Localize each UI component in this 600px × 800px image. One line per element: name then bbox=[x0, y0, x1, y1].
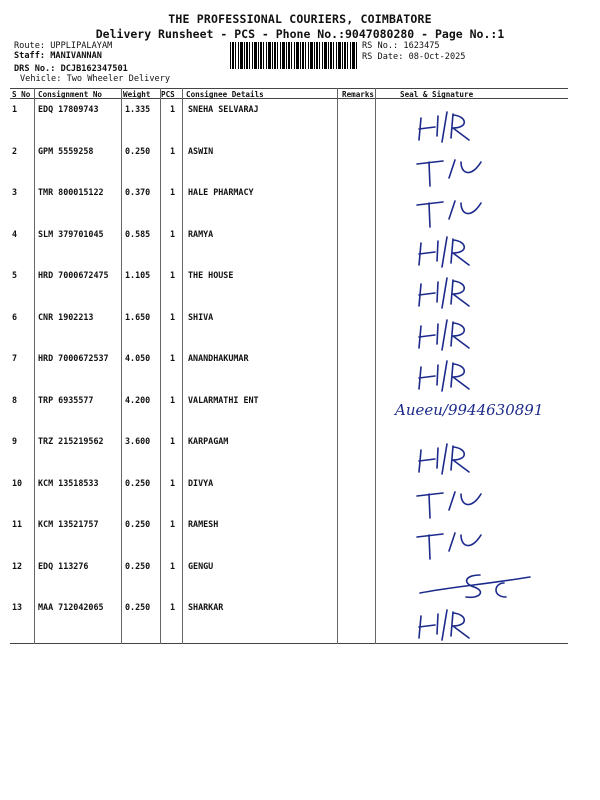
handwritten-signature bbox=[395, 608, 575, 648]
row-sno: 13 bbox=[12, 602, 23, 612]
row-consignment-no: TMR 800015122 bbox=[38, 187, 104, 197]
drs-number: DRS No.: DCJB162347501 bbox=[14, 64, 128, 74]
row-consignee: ANANDHAKUMAR bbox=[188, 353, 249, 363]
row-pcs: 1 bbox=[170, 602, 176, 612]
row-consignee: VALARMATHI ENT bbox=[188, 394, 259, 405]
row-consignee: SNEHA SELVARAJ bbox=[188, 104, 259, 114]
handwritten-signature-text: Aueeu/9944630891 bbox=[395, 400, 544, 419]
col-sno: S No bbox=[12, 90, 31, 99]
row-pcs: 1 bbox=[170, 311, 176, 322]
table-row bbox=[10, 515, 568, 557]
row-weight: 4.200 bbox=[125, 394, 151, 405]
row-weight: 0.250 bbox=[125, 477, 151, 488]
runsheet-title: THE PROFESSIONAL COURIERS, COIMBATORE bbox=[168, 12, 432, 26]
row-sno: 12 bbox=[12, 560, 23, 571]
row-consignment-no: KCM 13518533 bbox=[38, 477, 99, 488]
row-pcs: 1 bbox=[170, 519, 176, 529]
row-weight: 4.050 bbox=[125, 353, 151, 363]
row-consignee: KARPAGAM bbox=[188, 436, 229, 446]
row-sno: 2 bbox=[12, 145, 18, 156]
col-pcs: PCS bbox=[161, 90, 175, 99]
rs-number: RS No.: 1623475 bbox=[362, 41, 440, 51]
row-consignee: HALE PHARMACY bbox=[188, 187, 254, 197]
table-row bbox=[10, 391, 568, 433]
row-consignee: DIVYA bbox=[188, 477, 214, 488]
table-row bbox=[10, 142, 568, 184]
row-pcs: 1 bbox=[170, 228, 176, 239]
row-weight: 3.600 bbox=[125, 436, 151, 446]
row-pcs: 1 bbox=[170, 353, 176, 363]
row-sno: 4 bbox=[12, 228, 18, 239]
route-label: Route: UPPLIPALAYAM bbox=[14, 41, 113, 51]
row-consignee: ASWIN bbox=[188, 145, 214, 156]
row-consignment-no: SLM 379701045 bbox=[38, 228, 104, 239]
col-consignment: Consignment No bbox=[38, 90, 103, 99]
runsheet-table bbox=[10, 88, 568, 644]
row-sno: 9 bbox=[12, 436, 18, 446]
row-consignee: GENGU bbox=[188, 560, 214, 571]
table-row bbox=[10, 349, 568, 391]
row-consignment-no: GPM 5559258 bbox=[38, 145, 94, 156]
col-seal-signature: Seal & Signature bbox=[400, 90, 474, 99]
row-pcs: 1 bbox=[170, 436, 176, 446]
row-weight: 1.650 bbox=[125, 311, 151, 322]
row-weight: 0.250 bbox=[125, 602, 151, 612]
row-pcs: 1 bbox=[170, 187, 176, 197]
row-consignment-no: TRP 6935577 bbox=[38, 394, 94, 405]
row-consignment-no: HRD 7000672475 bbox=[38, 270, 109, 280]
row-sno: 1 bbox=[12, 104, 18, 114]
row-sno: 11 bbox=[12, 519, 23, 529]
row-consignment-no: EDQ 113276 bbox=[38, 560, 89, 571]
row-consignee: SHARKAR bbox=[188, 602, 224, 612]
table-row bbox=[10, 100, 568, 142]
table-row bbox=[10, 432, 568, 474]
col-weight: Weight bbox=[123, 90, 151, 99]
staff-label: Staff: MANIVANNAN bbox=[14, 51, 102, 61]
row-pcs: 1 bbox=[170, 394, 176, 405]
table-row bbox=[10, 557, 568, 599]
row-consignment-no: TRZ 215219562 bbox=[38, 436, 104, 446]
row-weight: 0.370 bbox=[125, 187, 151, 197]
row-consignee: RAMYA bbox=[188, 228, 214, 239]
row-consignment-no: MAA 712042065 bbox=[38, 602, 104, 612]
barcode bbox=[230, 42, 358, 69]
row-consignee: RAMESH bbox=[188, 519, 219, 529]
col-remarks: Remarks bbox=[342, 90, 375, 99]
row-weight: 0.250 bbox=[125, 145, 151, 156]
row-sno: 5 bbox=[12, 270, 18, 280]
row-pcs: 1 bbox=[170, 477, 176, 488]
row-weight: 0.585 bbox=[125, 228, 151, 239]
row-consignee: THE HOUSE bbox=[188, 270, 234, 280]
row-sno: 8 bbox=[12, 394, 18, 405]
row-pcs: 1 bbox=[170, 104, 176, 114]
table-row bbox=[10, 308, 568, 350]
table-row bbox=[10, 474, 568, 516]
row-sno: 10 bbox=[12, 477, 23, 488]
row-pcs: 1 bbox=[170, 270, 176, 280]
row-pcs: 1 bbox=[170, 560, 176, 571]
row-sno: 7 bbox=[12, 353, 18, 363]
row-pcs: 1 bbox=[170, 145, 176, 156]
row-sno: 6 bbox=[12, 311, 18, 322]
row-consignment-no: CNR 1902213 bbox=[38, 311, 94, 322]
table-row bbox=[10, 183, 568, 225]
row-consignee: SHIVA bbox=[188, 311, 214, 322]
row-weight: 1.335 bbox=[125, 104, 151, 114]
row-weight: 0.250 bbox=[125, 560, 151, 571]
row-sno: 3 bbox=[12, 187, 18, 197]
table-row bbox=[10, 266, 568, 308]
table-row bbox=[10, 598, 568, 640]
row-consignment-no: HRD 7000672537 bbox=[38, 353, 109, 363]
runsheet-subtitle: Delivery Runsheet - PCS - Phone No.:9047080280 - Page No.:1 bbox=[95, 27, 505, 41]
vehicle-label: Vehicle: Two Wheeler Delivery bbox=[20, 74, 171, 84]
col-consignee: Consignee Details bbox=[186, 90, 264, 99]
row-weight: 0.250 bbox=[125, 519, 151, 529]
row-consignment-no: KCM 13521757 bbox=[38, 519, 99, 529]
row-consignment-no: EDQ 17809743 bbox=[38, 104, 99, 114]
row-weight: 1.105 bbox=[125, 270, 151, 280]
table-row bbox=[10, 225, 568, 267]
rs-date: RS Date: 08-Oct-2025 bbox=[362, 52, 466, 62]
